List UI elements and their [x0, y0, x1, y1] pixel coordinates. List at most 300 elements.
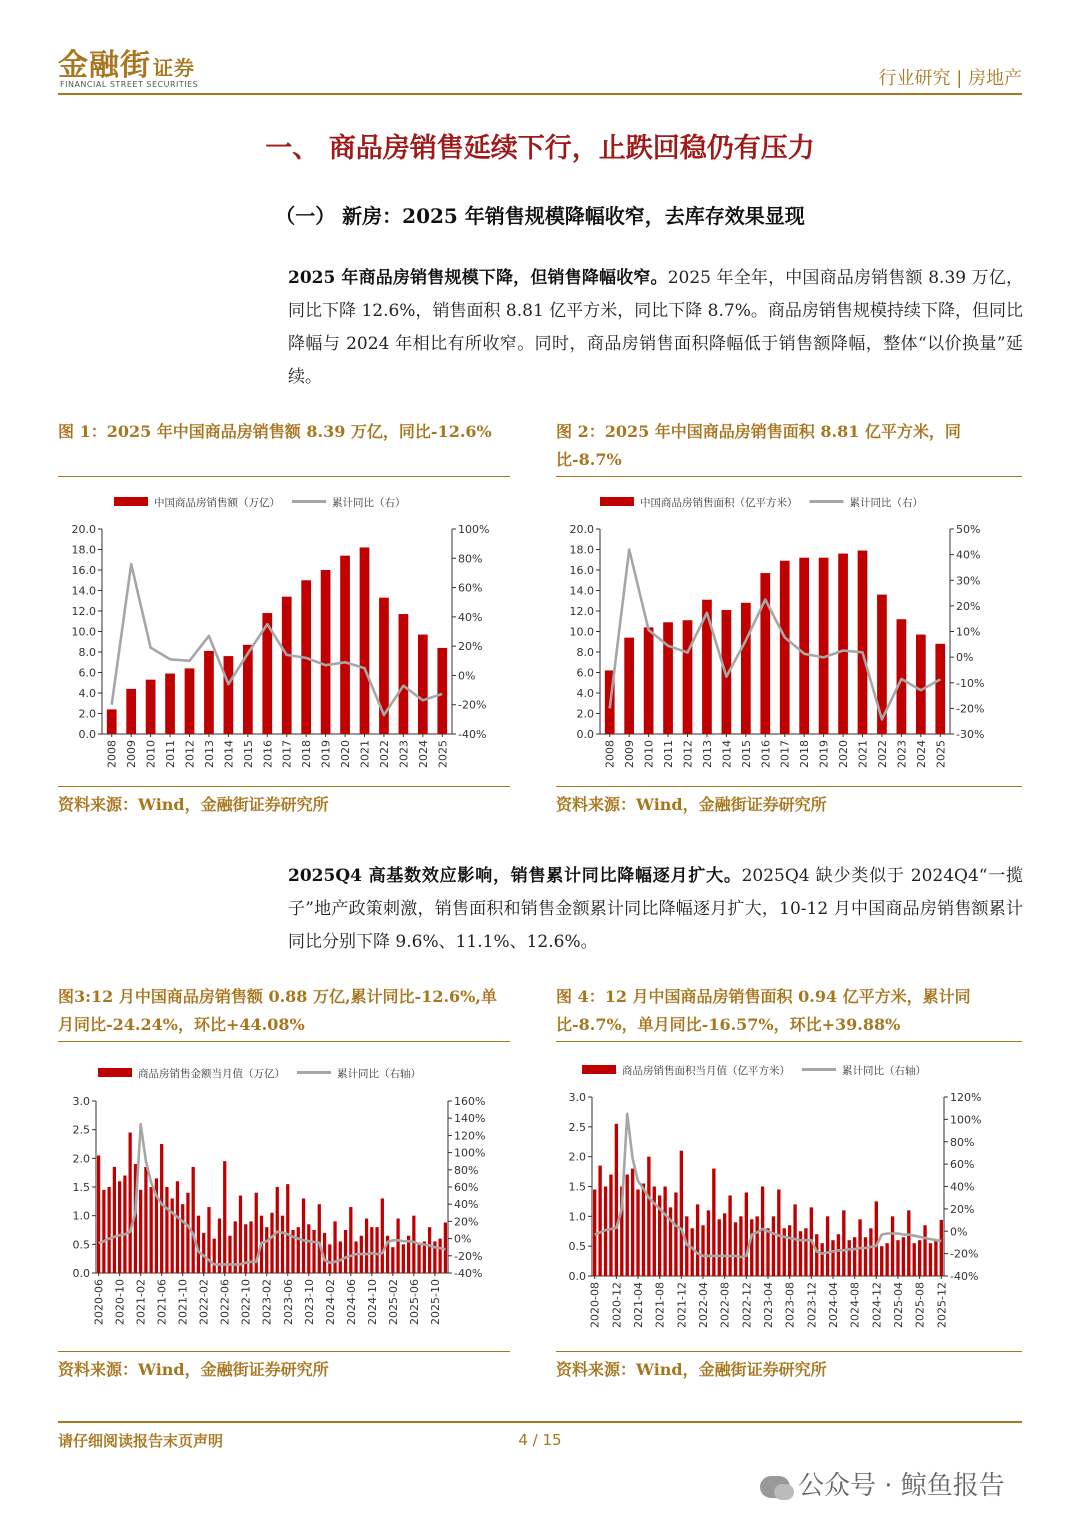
x-tick-label: 2024-06	[344, 1279, 358, 1325]
bar	[644, 627, 654, 734]
bar	[207, 1207, 210, 1273]
bar	[902, 1237, 905, 1276]
bar	[437, 648, 447, 734]
bar	[282, 597, 292, 734]
bar	[340, 556, 350, 734]
x-tick-label: 2014	[222, 740, 236, 768]
x-tick-label: 2025-02	[386, 1279, 400, 1325]
x-tick-label: 2025-08	[913, 1282, 927, 1328]
bar	[165, 674, 175, 734]
bar	[302, 1198, 305, 1273]
figure-3-source: 资料来源：Wind，金融街证券研究所	[58, 1360, 329, 1379]
left-tick-label: 18.0	[71, 543, 96, 557]
right-tick-label: 0%	[956, 651, 974, 665]
bar	[307, 1224, 310, 1273]
bar	[916, 635, 926, 734]
x-tick-label: 2023-08	[783, 1282, 797, 1328]
bar	[129, 1133, 132, 1273]
x-tick-label: 2018	[798, 740, 812, 768]
x-tick-label: 2022	[377, 740, 391, 768]
x-tick-label: 2021-02	[134, 1279, 148, 1325]
left-tick-label: 2.0	[72, 1152, 90, 1166]
watermark-text: 公众号 · 鲸鱼报告	[798, 1471, 1005, 1501]
bar	[875, 1201, 878, 1276]
bar	[444, 1223, 447, 1273]
bar	[370, 1227, 373, 1273]
bar	[755, 1216, 758, 1276]
x-tick-label: 2024-04	[826, 1282, 840, 1328]
wechat-icon	[760, 1476, 790, 1498]
bar	[683, 620, 693, 734]
figure-4-chart	[556, 1049, 1022, 1349]
x-tick-label: 2011	[164, 740, 178, 768]
left-tick-label: 2.5	[72, 1123, 90, 1137]
x-tick-label: 2010	[144, 740, 158, 768]
bar	[728, 1195, 731, 1276]
legend-line-label: 累计同比（右）	[332, 497, 406, 509]
left-tick-label: 14.0	[71, 584, 96, 598]
bar	[820, 1243, 823, 1276]
bar	[224, 656, 234, 734]
x-tick-label: 2025-06	[407, 1279, 421, 1325]
legend-bar-label: 中国商品房销售面积（亿平方米）	[640, 497, 798, 509]
bar	[391, 1247, 394, 1273]
bar	[270, 1213, 273, 1273]
x-tick-label: 2021-12	[675, 1282, 689, 1328]
bar	[799, 558, 809, 734]
x-tick-label: 2014	[720, 740, 734, 768]
bar	[286, 1184, 289, 1273]
right-tick-label: -20%	[950, 1247, 979, 1261]
cumulative-yoy-line	[112, 564, 443, 715]
bar	[799, 1231, 802, 1276]
bar	[631, 1169, 634, 1276]
watermark	[760, 1465, 1005, 1502]
left-tick-label: 1.0	[568, 1210, 586, 1224]
bar	[276, 1187, 279, 1273]
bar	[150, 1187, 153, 1273]
bar	[837, 1234, 840, 1276]
right-tick-label: 120%	[454, 1129, 486, 1143]
bar	[826, 1216, 829, 1276]
x-tick-label: 2023-12	[805, 1282, 819, 1328]
bar	[777, 1189, 780, 1276]
bar	[718, 1219, 721, 1276]
left-tick-label: 1.0	[72, 1209, 90, 1223]
bar	[113, 1167, 116, 1273]
bar	[750, 1219, 753, 1276]
paragraph-2	[288, 860, 1023, 959]
bar	[185, 668, 195, 734]
bar	[171, 1198, 174, 1273]
bar	[907, 1210, 910, 1276]
bar	[739, 1216, 742, 1276]
right-tick-label: -40%	[950, 1270, 979, 1283]
right-tick-label: 60%	[950, 1158, 975, 1172]
bar	[853, 1237, 856, 1276]
x-tick-label: 2022	[875, 740, 889, 768]
figure-2-rule	[556, 476, 1022, 477]
bar	[819, 558, 829, 734]
left-tick-label: 2.0	[568, 1150, 586, 1164]
bar	[624, 638, 634, 734]
x-tick-label: 2025-04	[891, 1282, 905, 1328]
left-tick-label: 0.5	[72, 1238, 90, 1252]
left-tick-label: 8.0	[78, 646, 96, 659]
x-tick-label: 2016	[759, 740, 773, 768]
report-category: 行业研究 | 房地产	[878, 68, 1022, 89]
bar	[929, 1243, 932, 1276]
bar	[838, 554, 848, 734]
cumulative-yoy-line	[610, 550, 941, 720]
x-tick-label: 2017	[778, 740, 792, 768]
right-tick-label: -40%	[458, 728, 487, 741]
left-tick-label: 6.0	[576, 666, 594, 680]
bar	[788, 1225, 791, 1276]
x-tick-label: 2016	[261, 740, 275, 768]
bar	[144, 1167, 147, 1273]
bar	[354, 1241, 357, 1273]
left-tick-label: 18.0	[569, 543, 594, 557]
x-tick-label: 2012	[681, 740, 695, 768]
bar	[181, 1204, 184, 1273]
right-tick-label: -20%	[454, 1249, 483, 1263]
bar	[674, 1192, 677, 1276]
x-tick-label: 2013	[700, 740, 714, 768]
x-tick-label: 2009	[623, 740, 637, 768]
figure-3-chart	[58, 1049, 510, 1349]
figure-4-source: 资料来源：Wind，金融街证券研究所	[556, 1360, 827, 1379]
x-tick-label: 2023-02	[260, 1279, 274, 1325]
x-tick-label: 2013	[202, 740, 216, 768]
x-tick-label: 2024	[914, 740, 928, 768]
right-tick-label: -40%	[454, 1267, 483, 1280]
right-tick-label: 160%	[454, 1095, 486, 1108]
bar	[831, 1240, 834, 1276]
legend-bar-swatch	[600, 497, 634, 506]
bar	[344, 1230, 347, 1273]
bar	[360, 547, 370, 734]
bar	[297, 1227, 300, 1273]
x-tick-label: 2020-06	[92, 1279, 106, 1325]
x-tick-label: 2008	[603, 740, 617, 768]
left-tick-label: 12.0	[569, 605, 594, 618]
legend-bar-label: 中国商品房销售额（万亿）	[154, 497, 280, 509]
left-tick-label: 0.0	[72, 1267, 90, 1280]
legend-bar-swatch	[582, 1065, 616, 1074]
bar	[934, 1240, 937, 1276]
x-tick-label: 2024	[416, 740, 430, 768]
legend-line-label: 累计同比（右）	[849, 497, 923, 509]
right-tick-label: 20%	[956, 599, 981, 613]
left-tick-label: 3.0	[568, 1091, 586, 1104]
bar	[186, 1193, 189, 1273]
bar	[766, 1228, 769, 1276]
page-number: 4 / 15	[518, 1431, 562, 1449]
bar	[701, 1225, 704, 1276]
figure-4-title: 图 4：12 月中国商品房销售面积 0.94 亿平方米，累计同比-8.7%，单月同比-16.57%，环比+39.88%	[556, 987, 971, 1034]
right-tick-label: 60%	[458, 581, 483, 595]
bar	[815, 1234, 818, 1276]
legend-line-label: 累计同比（右轴）	[842, 1065, 926, 1077]
figure-4-source-rule	[556, 1351, 1022, 1352]
x-tick-label: 2023	[895, 740, 909, 768]
bar	[804, 1228, 807, 1276]
bar	[349, 1207, 352, 1273]
bar	[680, 1151, 683, 1276]
bar	[165, 1187, 168, 1273]
x-tick-label: 2022-08	[718, 1282, 732, 1328]
bar	[653, 1187, 656, 1277]
x-tick-label: 2019	[319, 740, 333, 768]
bar	[249, 1221, 252, 1273]
figure-4-rule	[556, 1041, 1022, 1042]
bar	[365, 1219, 368, 1273]
x-tick-label: 2021-10	[176, 1279, 190, 1325]
bar	[213, 1239, 216, 1273]
x-tick-label: 2024-08	[848, 1282, 862, 1328]
x-tick-label: 2010	[642, 740, 656, 768]
x-tick-label: 2021-06	[155, 1279, 169, 1325]
bar	[381, 1198, 384, 1273]
x-tick-label: 2022-12	[740, 1282, 754, 1328]
figure-2-source: 资料来源：Wind，金融街证券研究所	[556, 795, 827, 814]
left-tick-label: 1.5	[568, 1180, 586, 1194]
bar	[918, 1240, 921, 1276]
legend-bar-label: 商品房销售金额当月值（万亿）	[138, 1068, 285, 1080]
left-tick-label: 0.5	[568, 1240, 586, 1254]
left-tick-label: 6.0	[78, 666, 96, 680]
bar	[202, 1233, 205, 1273]
figure-2-chart	[556, 484, 1022, 784]
x-tick-label: 2024-10	[365, 1279, 379, 1325]
x-tick-label: 2025	[436, 740, 450, 768]
bar	[880, 1246, 883, 1276]
legend-bar-label: 商品房销售面积当月值（亿平方米）	[622, 1065, 790, 1077]
left-tick-label: 2.5	[568, 1120, 586, 1134]
bar	[312, 1230, 315, 1273]
x-tick-label: 2019	[817, 740, 831, 768]
bar	[913, 1243, 916, 1276]
bar	[780, 561, 790, 734]
bar	[696, 1204, 699, 1276]
x-tick-label: 2020	[837, 740, 851, 768]
x-tick-label: 2015	[241, 740, 255, 768]
legend-bar-swatch	[114, 497, 148, 506]
bar	[707, 1210, 710, 1276]
x-tick-label: 2025-10	[428, 1279, 442, 1325]
bar	[869, 1228, 872, 1276]
x-tick-label: 2023-06	[281, 1279, 295, 1325]
bar	[858, 551, 868, 734]
paragraph-1	[288, 262, 1023, 394]
left-tick-label: 0.0	[78, 728, 96, 741]
bar	[417, 1244, 420, 1273]
bar	[848, 1240, 851, 1276]
bar	[615, 1124, 618, 1276]
right-tick-label: 40%	[956, 548, 981, 562]
logo-suffix: 证券	[153, 56, 195, 80]
bar	[423, 1241, 426, 1273]
left-tick-label: 14.0	[569, 584, 594, 598]
x-tick-label: 2023-04	[762, 1282, 775, 1328]
bar	[118, 1181, 121, 1273]
x-tick-label: 2021	[856, 740, 870, 768]
bar	[108, 1187, 111, 1273]
x-tick-label: 2015	[739, 740, 753, 768]
x-tick-label: 2008	[105, 740, 119, 768]
bar	[244, 1224, 247, 1273]
bar	[204, 651, 214, 734]
bar	[663, 622, 673, 734]
logo-english: FINANCIAL STREET SECURITIES	[60, 80, 199, 89]
x-tick-label: 2020-10	[113, 1279, 127, 1325]
right-tick-label: 40%	[454, 1198, 479, 1212]
x-tick-label: 2022-04	[697, 1282, 711, 1328]
bar	[691, 1228, 694, 1276]
right-tick-label: 0%	[454, 1232, 472, 1246]
bar	[712, 1169, 715, 1276]
bar	[402, 1244, 405, 1273]
footer-disclaimer: 请仔细阅读报告末页声明	[58, 1432, 224, 1450]
x-tick-label: 2020-12	[610, 1282, 624, 1328]
bar	[428, 1227, 431, 1273]
x-tick-label: 2024-02	[323, 1279, 337, 1325]
left-tick-label: 16.0	[569, 564, 594, 577]
paragraph-2-lead: 2025Q4 高基数效应影响，销售累计同比降幅逐月扩大。	[288, 866, 742, 886]
x-tick-label: 2020	[339, 740, 353, 768]
right-tick-label: -20%	[956, 702, 985, 716]
bar	[107, 709, 117, 734]
left-tick-label: 16.0	[71, 564, 96, 577]
bar	[438, 1239, 441, 1273]
figure-1-chart	[58, 484, 510, 784]
right-tick-label: 40%	[950, 1180, 975, 1194]
x-tick-label: 2011	[662, 740, 676, 768]
x-tick-label: 2022-02	[197, 1279, 211, 1325]
left-tick-label: 4.0	[576, 687, 594, 700]
right-tick-label: -10%	[956, 676, 985, 690]
right-tick-label: 120%	[950, 1091, 982, 1104]
bar	[339, 1241, 342, 1273]
x-tick-label: 2024-12	[870, 1282, 884, 1328]
figure-1-source-rule	[58, 786, 510, 787]
right-tick-label: 20%	[458, 640, 483, 654]
logo-name: 金融街	[58, 48, 151, 83]
header-divider	[58, 93, 1022, 95]
bar	[126, 689, 136, 734]
bar	[642, 1184, 645, 1276]
bar	[626, 1175, 629, 1276]
bar	[281, 1216, 284, 1273]
x-tick-label: 2021-04	[632, 1282, 646, 1328]
bar	[940, 1220, 943, 1276]
right-tick-label: 60%	[454, 1181, 479, 1194]
left-tick-label: 1.5	[72, 1181, 90, 1194]
right-tick-label: 140%	[454, 1112, 486, 1126]
figure-1-source: 资料来源：Wind，金融街证券研究所	[58, 795, 329, 814]
left-tick-label: 20.0	[569, 523, 594, 536]
bar	[228, 1236, 231, 1273]
paragraph-2-body: 2025Q4 缺少类似于 2024Q4“一揽子”地产政策刺激，销售面积和销售金额累计同比降幅逐月扩大，10-12 月中国商品房销售额累计同比分别下降 9.6%、11.1%、12.6%。	[288, 866, 1023, 952]
right-tick-label: 0%	[458, 669, 476, 683]
right-tick-label: 30%	[956, 574, 981, 588]
bar	[223, 1161, 226, 1273]
x-tick-label: 2022-06	[218, 1279, 232, 1325]
bar	[734, 1222, 737, 1276]
bar	[146, 680, 156, 734]
right-tick-label: 100%	[950, 1113, 982, 1127]
x-tick-label: 2023-10	[302, 1279, 316, 1325]
right-tick-label: 0%	[950, 1225, 968, 1239]
right-tick-label: 100%	[458, 523, 490, 536]
legend-bar-swatch	[98, 1068, 132, 1077]
left-tick-label: 0.0	[576, 728, 594, 741]
figure-3-source-rule	[58, 1351, 510, 1352]
x-tick-label: 2021-08	[653, 1282, 667, 1328]
subsection-heading: （一） 新房：2025 年销售规模降幅收窄，去库存效果显现	[275, 204, 805, 228]
paragraph-1-lead: 2025 年商品房销售规模下降，但销售降幅收窄。	[288, 268, 668, 288]
bar	[333, 1221, 336, 1273]
bar	[741, 603, 751, 734]
bar	[102, 1190, 105, 1273]
right-tick-label: 80%	[454, 1163, 479, 1177]
company-logo	[58, 40, 195, 84]
right-tick-label: -30%	[956, 728, 985, 741]
bar	[239, 1196, 242, 1273]
left-tick-label: 10.0	[569, 625, 594, 639]
paragraph-1-body: 2025 年全年，中国商品房销售额 8.39 万亿，同比下降 12.6%，销售面积 8.81 亿平方米，同比下降 8.7%。商品房销售规模持续下降，但同比降幅与 2024 年相比有所收窄。同时，商品房销售面积降幅低于销售额降幅，整体“以价换量”延续。	[288, 268, 1024, 387]
figure-3-rule	[58, 1041, 510, 1042]
bar	[328, 1244, 331, 1273]
bar	[396, 1219, 399, 1273]
right-tick-label: 80%	[458, 552, 483, 566]
x-tick-label: 2025	[934, 740, 948, 768]
figure-2-title: 图 2：2025 年中国商品房销售面积 8.81 亿平方米，同比-8.7%	[556, 422, 961, 469]
right-tick-label: 100%	[454, 1146, 486, 1160]
bar	[663, 1187, 666, 1277]
bar	[399, 614, 409, 734]
right-tick-label: 20%	[454, 1215, 479, 1229]
bar	[772, 1216, 775, 1276]
x-tick-label: 2025-12	[935, 1282, 949, 1328]
bar	[375, 1227, 378, 1273]
legend-line-label: 累计同比（右轴）	[337, 1068, 421, 1080]
left-tick-label: 20.0	[71, 523, 96, 536]
right-tick-label: 20%	[950, 1202, 975, 1216]
left-tick-label: 3.0	[72, 1095, 90, 1108]
bar	[891, 1216, 894, 1276]
section-heading: 一、 商品房销售延续下行，止跌回稳仍有压力	[265, 133, 815, 164]
figure-1-rule	[58, 476, 510, 477]
left-tick-label: 10.0	[71, 625, 96, 639]
left-tick-label: 4.0	[78, 687, 96, 700]
right-tick-label: 50%	[956, 523, 981, 536]
x-tick-label: 2012	[183, 740, 197, 768]
bar	[609, 1175, 612, 1276]
figure-3-title: 图3:12 月中国商品房销售额 0.88 万亿,累计同比-12.6%,单月同比-24.24%，环比+44.08%	[58, 987, 497, 1034]
bar	[842, 1210, 845, 1276]
left-tick-label: 2.0	[576, 707, 594, 721]
figure-2-source-rule	[556, 786, 1022, 787]
left-tick-label: 2.0	[78, 707, 96, 721]
left-tick-label: 8.0	[576, 646, 594, 659]
bar	[935, 644, 945, 734]
right-tick-label: 80%	[950, 1135, 975, 1149]
bar	[123, 1176, 126, 1273]
bar	[97, 1155, 100, 1273]
bar	[897, 619, 907, 734]
